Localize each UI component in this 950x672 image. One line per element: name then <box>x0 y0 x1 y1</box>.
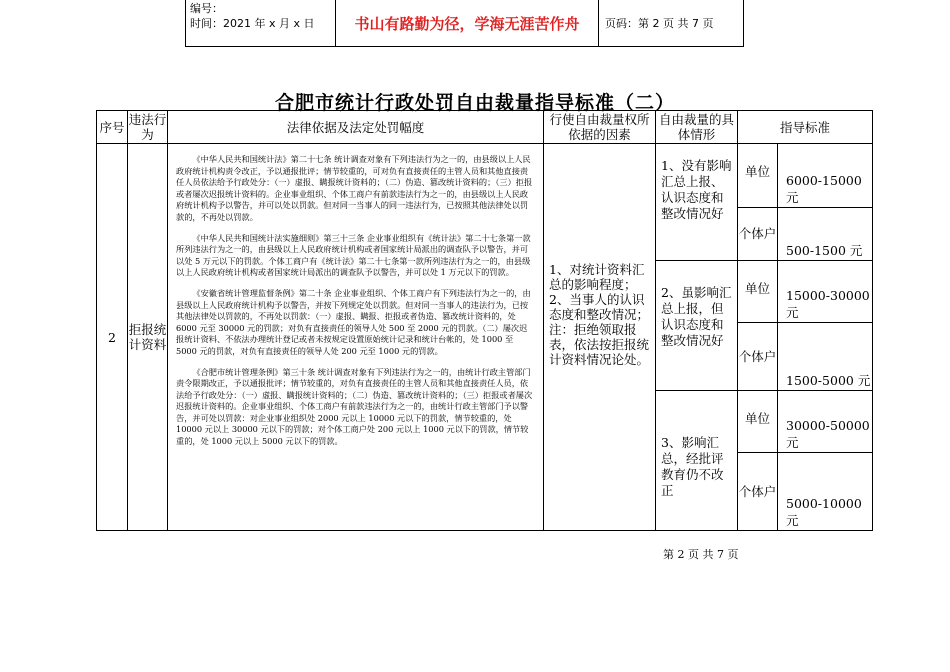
law-paragraph: 《中华人民共和国统计法》第二十七条 统计调查对象有下列违法行为之一的，由县级以上人民政府统计机构责令改正，予以通报批评；情节较重的，可对负有直接责任的主管人员和其他直接责任人员依法给予行政处分：（一）虚报、瞒报统计资料的；（二）伪造、篡改统计资料的；（三）拒报或者屡次迟报统计资料的。企业事业组织、个体工商户有前款违法行为之一的，由县级以上人民政府统计机构予以警告，并可以处以罚款。但对同一当事人的同一违法行为，已按照其他法律处以罚款的，不再处以罚款。 <box>176 154 533 222</box>
situation-1: 1、没有影响汇总上报、认识态度和整改情况好 <box>656 144 738 261</box>
unit-label: 个体户 <box>738 208 778 261</box>
col-header-factors: 行使自由裁量权所依据的因素 <box>544 111 656 144</box>
standard-value: 6000-15000 元 <box>778 144 873 208</box>
table-header-row <box>97 111 873 144</box>
page-title: 合肥市统计行政处罚自由裁量指导标准（二） <box>274 92 675 114</box>
doc-number-label: 编号： <box>190 2 223 15</box>
col-header-act: 违法行为 <box>128 112 167 142</box>
col-header-law: 法律依据及法定处罚幅度 <box>168 111 544 144</box>
row-seq: 2 <box>97 144 128 531</box>
unit-label: 单位 <box>738 261 778 323</box>
guideline-table <box>96 110 873 531</box>
col-header-seq: 序号 <box>97 111 128 144</box>
standard-value: 5000-10000 元 <box>778 453 873 531</box>
row-act: 拒报统计资料 <box>128 144 168 531</box>
page-footer: 第 2 页 共 7 页 <box>663 548 739 561</box>
row-factors: 1、对统计资料汇总的影响程度； 2、当事人的认识态度和整改情况； 注：拒绝领取报表，依法按拒报统计资料情况论处。 <box>544 144 656 531</box>
standard-value: 15000-30000 元 <box>778 261 873 323</box>
row-law <box>168 144 544 531</box>
page-header <box>185 0 744 47</box>
unit-label: 个体户 <box>738 323 778 391</box>
standard-value: 1500-5000 元 <box>778 323 873 391</box>
law-paragraph: 《安徽省统计管理监督条例》第二十条 企业事业组织、个体工商户有下列违法行为之一的，由县级以上人民政府统计机构予以警告，并按下列规定处以罚款。但对同一当事人的违法行为，已按其他法律处以罚款的，不再处以罚款：（一）虚报、瞒报、拒报或者伪造、篡改统计资料的，处 6000 元至 30000 元的罚款；对负有直接责任的领导人处 500 至 2000 元的罚款。（二）屡次迟报统计资料、不依法办理统计登记或者未按规定设置原始统计记录和统计台帐的，处 1000 至 5000 元的罚款，对负有直接责任的领导人处 200 元至 1000 元的罚款。 <box>176 287 531 356</box>
doc-time-label: 时间：2021 年 x 月 x 日 <box>190 17 315 30</box>
header-meta <box>186 0 336 46</box>
col-header-standard: 指导标准 <box>738 111 873 144</box>
header-page-label: 页码：第 2 页 共 7 页 <box>605 17 714 30</box>
situation-3: 3、影响汇总，经批评教育仍不改正 <box>656 391 738 531</box>
col-header-situation: 自由裁量的具体情形 <box>656 111 738 144</box>
table-row <box>97 144 873 208</box>
law-paragraph: 《中华人民共和国统计法实施细则》第三十三条 企业事业组织有《统计法》第二十七条第一款所列违法行为之一的，由县级以上人民政府统计机构或者国家统计局派出的调查队予以警告，并可以处 5 万元以下的罚款。个体工商户有《统计法》第二十七条第一款所列违法行为之一的，由县级以上人民政府统计机构或者国家统计局派出的调查队予以警告，并可以处 1 万元以下的罚款。 <box>176 232 531 278</box>
standard-value: 30000-50000 元 <box>778 391 873 453</box>
unit-label: 个体户 <box>738 453 778 531</box>
standard-value: 500-1500 元 <box>778 208 873 261</box>
law-paragraph: 《合肥市统计管理条例》第三十条 统计调查对象有下列违法行为之一的，由统计行政主管部门责令限期改正，予以通报批评；情节较重的，对负有直接责任的主管人员和其他直接责任人员，依法给予行政处分：（一）虚报、瞒报统计资料的；（二）伪造、篡改统计资料的；（三）拒报或者屡次迟报统计资料的。企业事业组织、个体工商户有前款违法行为之一的，由统计行政主管部门予以警告，并可处以罚款：对企业事业组织处 2000 元以上 10000 元以下的罚款，情节较重的，处 10000 元以上 30000 元以下的罚款；对个体工商户处 200 元以上 1000 元以下的罚款，情节较重的，处 1000 元以上 5000 元以下的罚款。 <box>176 366 533 447</box>
unit-label: 单位 <box>738 144 778 208</box>
situation-2: 2、虽影响汇总上报，但认识态度和整改情况好 <box>656 261 738 391</box>
header-slogan: 书山有路勤为径，学海无涯苦作舟 <box>336 0 599 46</box>
unit-label: 单位 <box>738 391 778 453</box>
